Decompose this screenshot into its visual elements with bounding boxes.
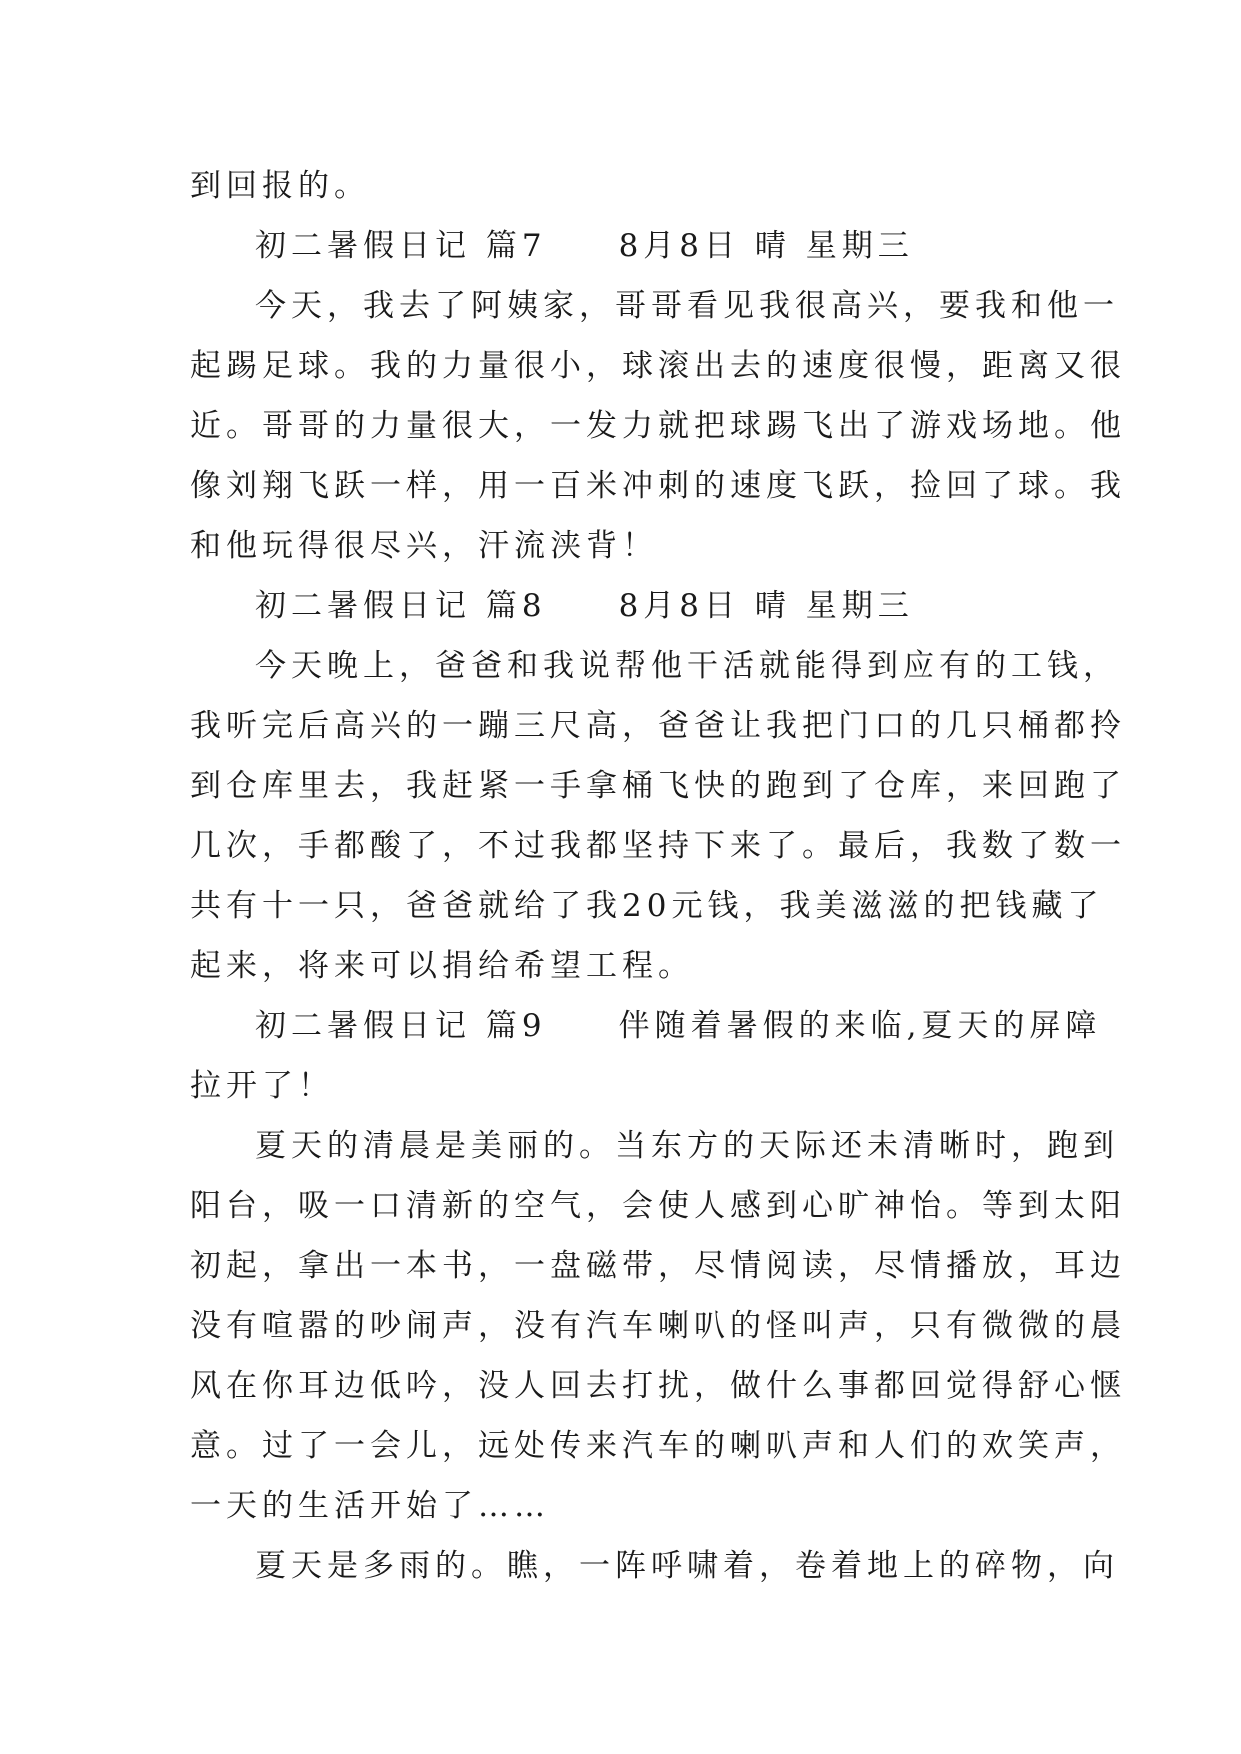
text-line: 几次，手都酸了，不过我都坚持下来了。最后，我数了数一 xyxy=(190,828,1126,864)
text-line: 夏天是多雨的。瞧，一阵呼啸着，卷着地上的碎物，向 xyxy=(255,1548,1119,1584)
text-line: 我听完后高兴的一蹦三尺高，爸爸让我把门口的几只桶都拎 xyxy=(190,708,1126,744)
text-line: 初二暑假日记 篇8 8月8日 晴 星期三 xyxy=(255,588,914,624)
text-line: 初二暑假日记 篇9 伴随着暑假的来临,夏天的屏障 xyxy=(255,1008,1102,1044)
text-line: 没有喧嚣的吵闹声，没有汽车喇叭的怪叫声，只有微微的晨 xyxy=(190,1308,1126,1344)
document-page xyxy=(190,156,1126,1596)
text-line: 像刘翔飞跃一样，用一百米冲刺的速度飞跃，捡回了球。我 xyxy=(190,468,1126,504)
text-line: 近。哥哥的力量很大，一发力就把球踢飞出了游戏场地。他 xyxy=(190,408,1126,444)
text-line: 到仓库里去，我赶紧一手拿桶飞快的跑到了仓库，来回跑了 xyxy=(190,768,1126,804)
text-line: 一天的生活开始了…… xyxy=(190,1488,550,1524)
text-line: 阳台，吸一口清新的空气，会使人感到心旷神怡。等到太阳 xyxy=(190,1188,1126,1224)
text-line: 风在你耳边低吟，没人回去打扰，做什么事都回觉得舒心惬 xyxy=(190,1368,1126,1404)
text-line: 拉开了！ xyxy=(190,1068,334,1104)
text-line: 初二暑假日记 篇7 8月8日 晴 星期三 xyxy=(255,228,914,264)
text-line: 初起，拿出一本书，一盘磁带，尽情阅读，尽情播放，耳边 xyxy=(190,1248,1126,1284)
text-line: 今天晚上，爸爸和我说帮他干活就能得到应有的工钱， xyxy=(255,648,1119,684)
text-line: 起踢足球。我的力量很小，球滚出去的速度很慢，距离又很 xyxy=(190,348,1126,384)
text-line: 夏天的清晨是美丽的。当东方的天际还未清晰时，跑到 xyxy=(255,1128,1119,1164)
text-line: 今天，我去了阿姨家，哥哥看见我很高兴，要我和他一 xyxy=(255,288,1119,324)
text-line: 和他玩得很尽兴，汗流浃背！ xyxy=(190,528,658,564)
text-line: 到回报的。 xyxy=(190,168,370,204)
text-line: 共有十一只，爸爸就给了我20元钱，我美滋滋的把钱藏了 xyxy=(190,888,1104,924)
text-line: 起来，将来可以捐给希望工程。 xyxy=(190,948,694,984)
text-line: 意。过了一会儿，远处传来汽车的喇叭声和人们的欢笑声， xyxy=(190,1428,1126,1464)
